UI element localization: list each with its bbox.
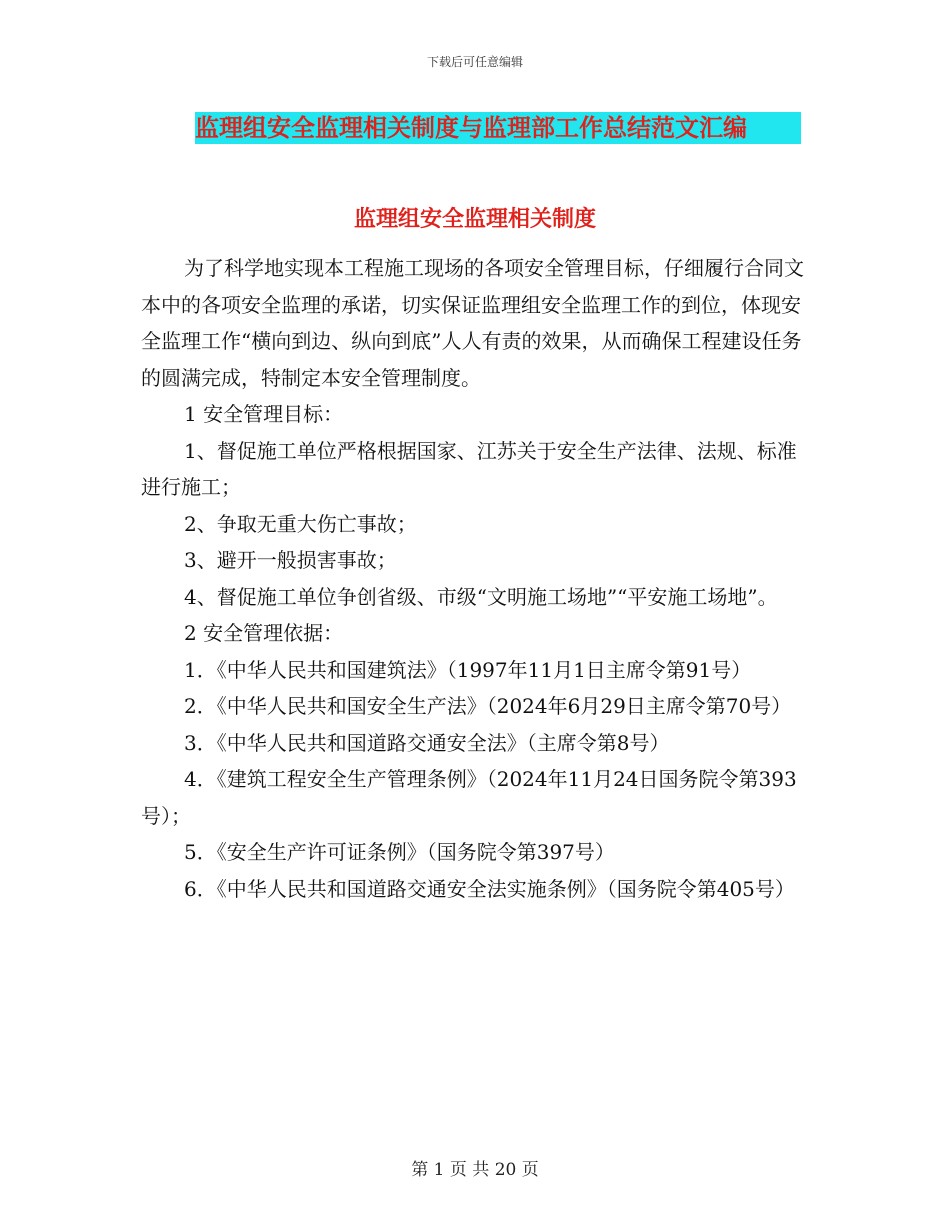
main-title: 监理组安全监理相关制度与监理部工作总结范文汇编 [195, 113, 747, 142]
list-item: 4．《建筑工程安全生产管理条例》（2024年11月24日国务院令第393号）； [141, 767, 797, 828]
list-item: 6．《中华人民共和国道路交通安全法实施条例》（国务院令第405号） [184, 876, 795, 901]
list-item: 2．《中华人民共和国安全生产法》（2024年6月29日主席令第70号） [184, 694, 792, 718]
list-item: 5．《安全生产许可证条例》（国务院令第397号） [184, 840, 615, 864]
list-item: 3、避开一般损害事故； [184, 548, 397, 572]
page-footer: 第 1 页 共 20 页 [411, 1160, 539, 1180]
list-item: 4、督促施工单位争创省级、市级“文明施工场地”“平安施工场地”。 [184, 584, 778, 609]
list-item: 2、争取无重大伤亡事故； [184, 511, 417, 536]
main-title-highlight [195, 112, 801, 144]
header-note: 下载后可任意编辑 [426, 55, 523, 69]
list-item: 3．《中华人民共和国道路交通安全法》（主席令第8号） [184, 730, 670, 755]
list-item: 1、督促施工单位严格根据国家、江苏关于安全生产法律、法规、标准进行施工； [141, 438, 797, 499]
heading-safety-goals: 1 安全管理目标： [184, 402, 344, 426]
document-body [141, 250, 809, 907]
paragraph-intro: 为了科学地实现本工程施工现场的各项安全管理目标，仔细履行合同文本中的各项安全监理的承诺，切实保证监理组安全监理工作的到位，体现安全监理工作“横向到边、纵向到底”人人有责的效果，从而确保工程建设任务的圆满完成，特制定本安全管理制度。 [141, 256, 804, 390]
heading-management-basis: 2 安全管理依据： [184, 621, 344, 645]
list-item: 1．《中华人民共和国建筑法》（1997年11月1日主席令第91号） [184, 657, 752, 682]
section-title: 监理组安全监理相关制度 [353, 206, 596, 232]
